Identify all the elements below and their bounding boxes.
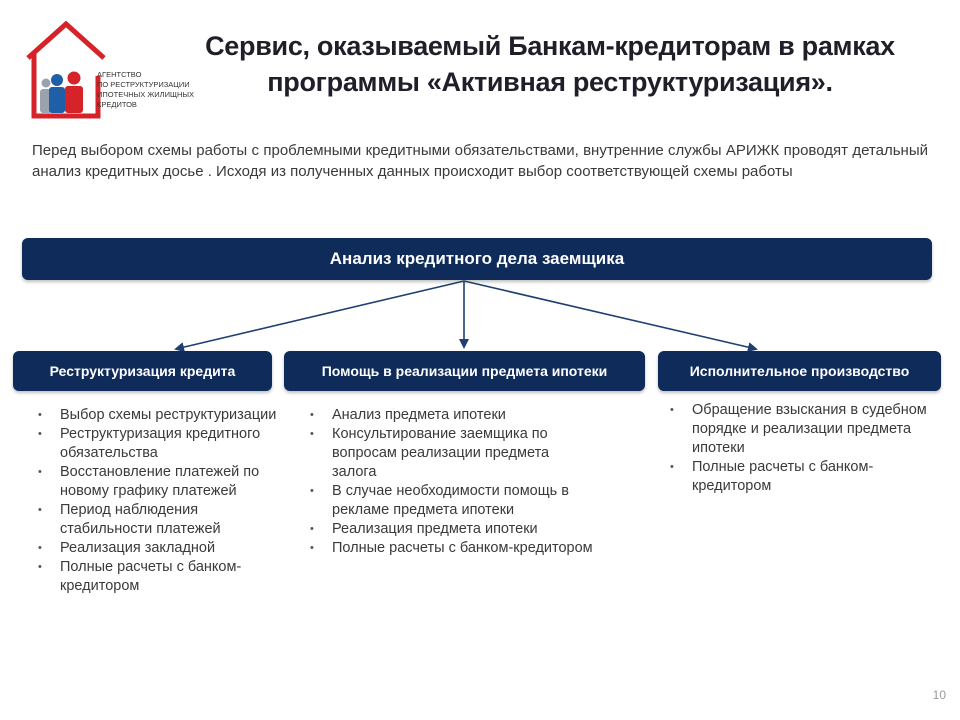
logo-line: ПО РЕСТРУКТУРИЗАЦИИ [97,80,190,89]
list-item: • Консультирование заемщика по вопросам реализации предмета залога [296,425,596,482]
enforcement-list [656,401,936,496]
restructuring-box-label: Реструктуризация кредита [49,363,236,379]
arrow-to-enforcement [464,281,756,349]
list-item: • Выбор схемы реструктуризации [24,406,284,425]
logo-line: КРЕДИТОВ [97,100,137,109]
list-item: • Реструктуризация кредитного обязательства [24,425,284,463]
list-item: • В случае необходимости помощь в рекламе предмета ипотеки [296,482,596,520]
collateral-help-list [296,406,596,558]
list-item: • Реализация предмета ипотеки [296,520,596,539]
page-title-line-1: Сервис, оказываемый Банкам-кредиторам в рамках [205,31,895,61]
collateral-help-box-label: Помощь в реализации предмета ипотеки [321,363,608,379]
restructuring-list [24,406,284,596]
logo-line: АГЕНТСТВО [97,70,142,79]
list-item: • Полные расчеты с банком-кредитором [24,558,284,596]
list-item: • Полные расчеты с банком-кредитором [656,458,936,496]
page-title [200,28,900,100]
intro-paragraph: Перед выбором схемы работы с проблемными кредитными обязательствами, внутренние службы АРИЖК проводят детальный анализ кредитных досье . Исходя из полученных данных происходит выбор соответствующей схемы работы [32,142,928,180]
list-item: • Период наблюдения стабильности платежей [24,501,284,539]
list-item: • Восстановление платежей по новому графику платежей [24,463,284,501]
list-item: • Обращение взыскания в судебном порядке и реализации предмета ипотеки [656,401,936,458]
main-analysis-label: Анализ кредитного дела заемщика [329,249,625,268]
list-item: • Реализация закладной [24,539,284,558]
page-title-line-2: программы «Активная реструктуризация». [267,67,833,97]
logo-line: ИПОТЕЧНЫХ ЖИЛИЩНЫХ [97,90,195,99]
restructuring-box [13,351,272,391]
collateral-help-box [284,351,645,391]
list-item: • Анализ предмета ипотеки [296,406,596,425]
list-item: • Полные расчеты с банком-кредитором [296,539,596,558]
arrow-to-restructuring [176,281,464,349]
main-analysis-box [22,238,932,280]
logo-text [97,70,197,110]
enforcement-box [658,351,941,391]
page-number: 10 [932,688,946,702]
enforcement-box-label: Исполнительное производство [689,363,910,379]
